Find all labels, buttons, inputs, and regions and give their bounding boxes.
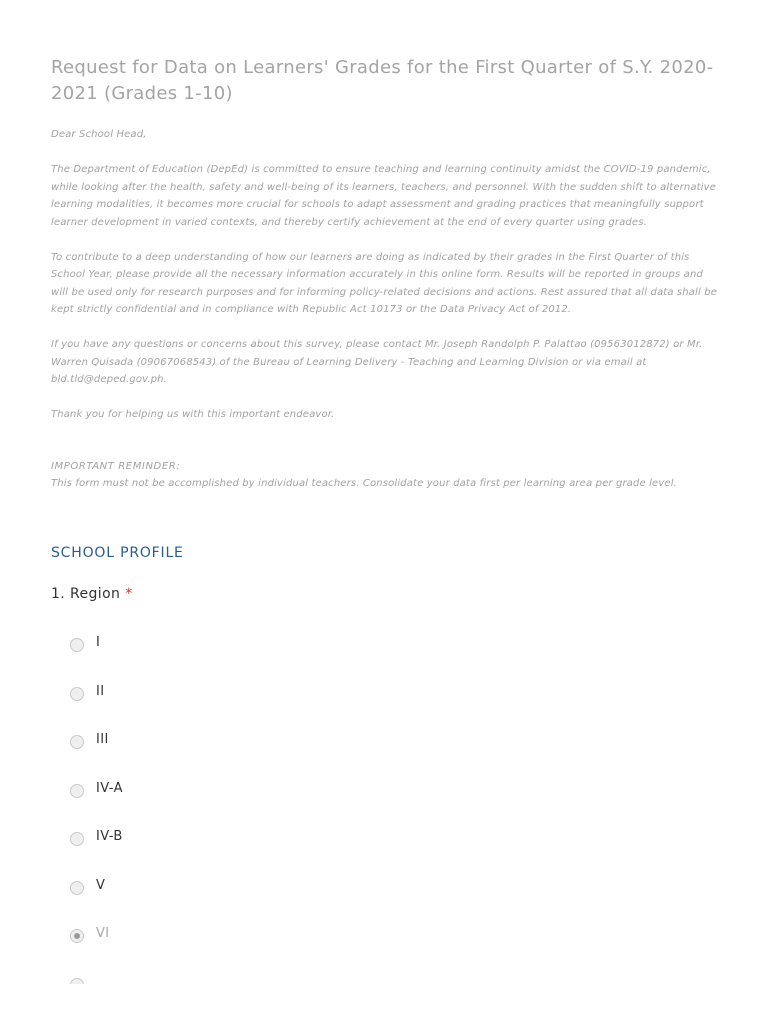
option-label: IV-A [96,780,123,796]
region-option-iv-a[interactable] [70,778,370,827]
section-title: SCHOOL PROFILE [51,545,184,561]
reminder-text: This form must not be accomplished by individual teachers. Consolidate your data first per learning area per grade level. [51,478,677,489]
form-header [51,55,719,493]
region-option-vi[interactable] [70,923,370,972]
form-description [51,126,719,424]
option-label: V [96,877,106,893]
radio-button-selected[interactable] [70,929,84,943]
description-paragraph: To contribute to a deep understanding of how our learners are doing as indicated by their grades in the First Quarter of this School Year, please provide all the necessary information accurately in this online form. Results will be reported in groups and will be used only for research purposes and for informing policy-related decisions and actions. Rest assured that all data shall be kept strictly confidential and in compliance with Republic Act 10173 or the Data Privacy Act of 2012. [51,251,718,315]
region-option-i[interactable] [70,632,370,681]
description-closing: Thank you for helping us with this important endeavor. [51,409,335,420]
region-option-iv-b[interactable] [70,826,370,875]
region-option-v[interactable] [70,875,370,924]
reminder-label: IMPORTANT REMINDER: [51,460,181,472]
region-option-next[interactable] [70,972,370,984]
radio-button[interactable] [70,687,84,701]
region-options [70,632,370,984]
option-label: II [96,683,105,699]
option-label: I [96,635,101,650]
question-region-label [51,586,133,602]
radio-button[interactable] [70,881,84,895]
radio-button[interactable] [70,735,84,749]
radio-button[interactable] [70,978,84,984]
form-title: Request for Data on Learners' Grades for the First Quarter of S.Y. 2020-2021 (Grades 1-10) [51,57,714,104]
radio-button[interactable] [70,832,84,846]
important-reminder [51,458,719,493]
region-option-ii[interactable] [70,681,370,730]
radio-button[interactable] [70,638,84,652]
required-asterisk: * [125,586,133,602]
option-label: IV-B [96,829,123,844]
region-option-iii[interactable] [70,729,370,778]
description-paragraph: The Department of Education (DepEd) is committed to ensure teaching and learning continuity amidst the COVID-19 pandemic, while looking after the health, safety and well-being of its learners, teachers, and personnel. With the sudden shift to alternative learning modalities, it becomes more crucial for schools to adapt assessment and grading practices that meaningfully support learner development in varied contexts, and thereby certify achievement at the end of every quarter using grades. [51,164,717,228]
description-paragraph: If you have any questions or concerns about this survey, please contact Mr. Joseph Randolph P. Palattao (09563012872) or Mr. Warren Quisada (09067068543) of the Bureau of Learning Delivery - Teaching and Learning Division or via email at bld.tld@deped.gov.ph. [51,339,703,385]
description-greeting: Dear School Head, [51,129,147,140]
option-label: III [96,732,109,747]
radio-button[interactable] [70,784,84,798]
question-text: 1. Region [51,586,121,602]
option-label: VI [96,926,110,941]
